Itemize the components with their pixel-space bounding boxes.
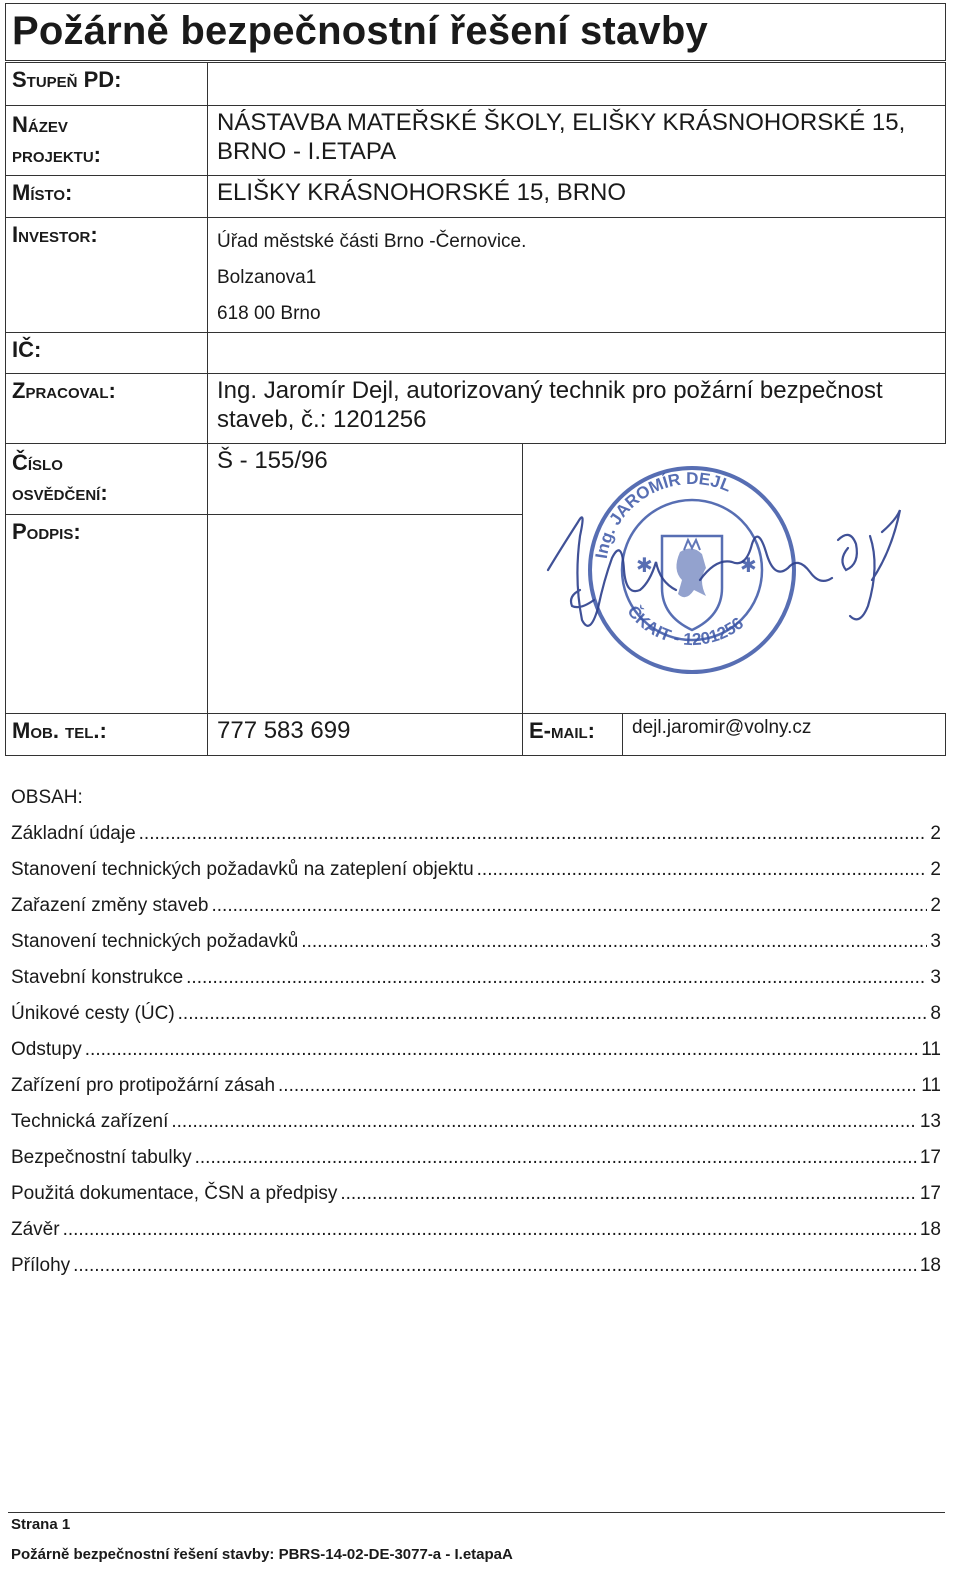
footer-divider — [8, 1512, 945, 1513]
label-zpracoval: Zpracoval: — [6, 374, 208, 444]
label-cislo-line2: osvědčení: — [12, 480, 108, 505]
toc-dot-leader — [278, 1071, 918, 1101]
value-tel: 777 583 699 — [208, 714, 523, 756]
document-title: Požárně bezpečnostní řešení stavby — [5, 3, 946, 61]
value-nazev-line2: BRNO - I.ETAPA — [217, 138, 397, 165]
toc-dot-leader — [186, 963, 927, 993]
toc-dot-leader — [301, 927, 927, 957]
value-investor-line2: Bolzanova1 — [217, 267, 317, 288]
value-zpracoval-line1: Ing. Jaromír Dejl, autorizovaný technik pro požární bezpečnost — [217, 377, 883, 404]
toc-entry[interactable] — [11, 1215, 941, 1251]
toc-entry-page: 2 — [930, 859, 941, 880]
value-podpis — [208, 515, 523, 714]
toc-entry-title: Základní údaje — [11, 823, 136, 844]
value-investor-line1: Úřad městské části Brno -Černovice. — [217, 231, 527, 252]
toc-entry[interactable] — [11, 891, 941, 927]
table-of-contents — [11, 783, 941, 1287]
toc-dot-leader — [178, 999, 928, 1029]
signature-and-stamp — [520, 440, 946, 708]
toc-entry-page: 2 — [930, 823, 941, 844]
footer-document-id: Požárně bezpečnostní řešení stavby: PBRS-14-02-DE-3077-a - I.etapaA — [11, 1546, 513, 1563]
label-misto: Místo: — [6, 176, 208, 218]
label-cislo — [6, 444, 208, 515]
toc-entry-page: 11 — [921, 1039, 941, 1060]
official-stamp — [590, 468, 794, 672]
toc-entry-page: 18 — [919, 1255, 941, 1276]
toc-dot-leader — [211, 891, 927, 921]
toc-list — [11, 819, 941, 1287]
toc-entry[interactable] — [11, 1035, 941, 1071]
value-investor-line3: 618 00 Brno — [217, 303, 321, 324]
czech-lion-emblem-icon — [662, 536, 722, 630]
toc-entry[interactable] — [11, 1179, 941, 1215]
value-investor — [208, 218, 946, 333]
value-zpracoval-line2: staveb, č.: 1201256 — [217, 406, 427, 433]
label-nazev — [6, 106, 208, 176]
toc-entry-page: 3 — [930, 931, 941, 952]
toc-entry[interactable] — [11, 963, 941, 999]
toc-entry[interactable] — [11, 927, 941, 963]
toc-heading: OBSAH: — [11, 787, 83, 808]
toc-entry[interactable] — [11, 1107, 941, 1143]
toc-entry-title: Použitá dokumentace, ČSN a předpisy — [11, 1183, 338, 1204]
toc-entry-title: Únikové cesty (ÚC) — [11, 1003, 175, 1024]
toc-entry[interactable] — [11, 855, 941, 891]
value-cislo: Š - 155/96 — [208, 444, 523, 515]
toc-entry-title: Zařízení pro protipožární zásah — [11, 1075, 276, 1096]
toc-dot-leader — [63, 1215, 917, 1245]
toc-entry-page: 17 — [919, 1147, 941, 1168]
toc-entry[interactable] — [11, 1071, 941, 1107]
toc-entry[interactable] — [11, 1251, 941, 1287]
toc-dot-leader — [85, 1035, 919, 1065]
toc-entry-page: 11 — [921, 1075, 941, 1096]
toc-dot-leader — [477, 855, 928, 885]
value-misto: ELIŠKY KRÁSNOHORSKÉ 15, BRNO — [208, 176, 946, 218]
stamp-svg — [520, 440, 946, 708]
value-nazev — [208, 106, 946, 176]
toc-entry-title: Přílohy — [11, 1255, 71, 1276]
toc-entry-page: 3 — [930, 967, 941, 988]
label-email: E-mail: — [523, 714, 623, 756]
toc-entry-page: 13 — [919, 1111, 941, 1132]
value-nazev-line1: NÁSTAVBA MATEŘSKÉ ŠKOLY, ELIŠKY KRÁSNOHORSKÉ 15, — [217, 109, 906, 136]
stamp-star-left-icon: ✱ — [636, 555, 653, 577]
label-nazev-line1: Název — [12, 112, 68, 137]
toc-dot-leader — [171, 1107, 917, 1137]
toc-entry-title: Bezpečnostní tabulky — [11, 1147, 192, 1168]
value-email: dejl.jaromir@volny.cz — [623, 714, 946, 756]
toc-entry[interactable] — [11, 819, 941, 855]
toc-entry-page: 8 — [930, 1003, 941, 1024]
label-nazev-line2: projektu: — [12, 142, 102, 167]
toc-entry-title: Stanovení technických požadavků na zateplení objektu — [11, 859, 474, 880]
toc-entry-title: Závěr — [11, 1219, 60, 1240]
toc-entry-title: Technická zařízení — [11, 1111, 169, 1132]
toc-dot-leader — [73, 1251, 917, 1281]
label-tel: Mob. tel.: — [6, 714, 208, 756]
label-stupen: Stupeň PD: — [6, 63, 208, 106]
toc-entry-title: Odstupy — [11, 1039, 82, 1060]
toc-entry-title: Stavební konstrukce — [11, 967, 184, 988]
footer-page-number: Strana 1 — [11, 1516, 71, 1533]
value-ic — [208, 333, 946, 374]
toc-entry-page: 2 — [930, 895, 941, 916]
toc-entry-title: Stanovení technických požadavků — [11, 931, 299, 952]
toc-entry[interactable] — [11, 999, 941, 1035]
toc-dot-leader — [195, 1143, 917, 1173]
stamp-text-bottom: ČKAIT - 1201256 — [623, 601, 748, 650]
label-investor: Investor: — [6, 218, 208, 333]
toc-dot-leader — [139, 819, 928, 849]
label-ic: IČ: — [6, 333, 208, 374]
stamp-text-top: Ing. JAROMÍR DEJL — [591, 468, 735, 560]
value-zpracoval — [208, 374, 946, 444]
label-podpis: Podpis: — [6, 515, 208, 714]
toc-entry-page: 18 — [919, 1219, 941, 1240]
toc-dot-leader — [340, 1179, 917, 1209]
stamp-star-right-icon: ✱ — [740, 555, 757, 577]
toc-entry-title: Zařazení změny staveb — [11, 895, 209, 916]
toc-entry-page: 17 — [919, 1183, 941, 1204]
label-cislo-line1: Číslo — [12, 450, 63, 475]
value-stupen — [208, 63, 946, 106]
toc-entry[interactable] — [11, 1143, 941, 1179]
